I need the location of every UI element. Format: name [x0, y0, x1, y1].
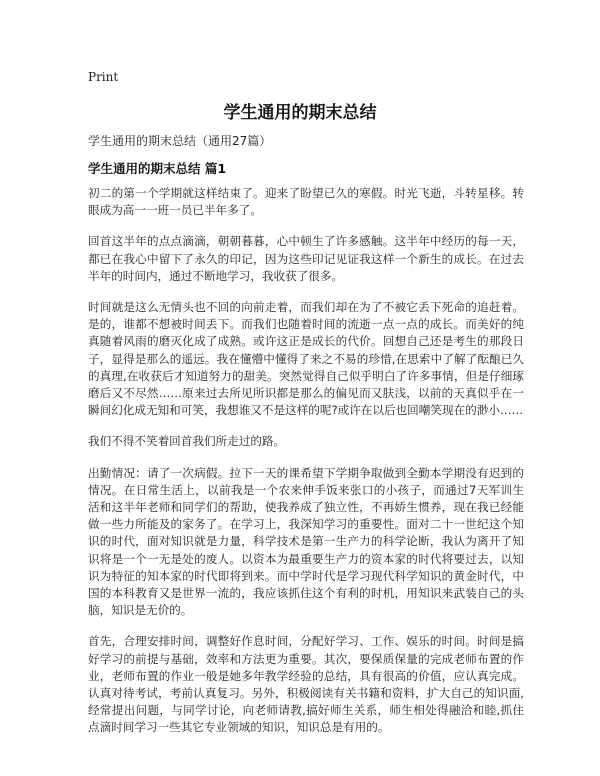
print-link[interactable]: Print — [88, 70, 119, 84]
paragraph: 初二的第一个学期就这样结束了。迎来了盼望已久的寒假。时光飞逝，斗转星移。转眼成为高一一班一员已半年多了。 — [88, 186, 524, 218]
paragraph: 出勤情况：请了一次病假。拉下一天的课希望下学期争取做到全勤本学期没有迟到的情况。在日常生活上，以前我是一个农来伸手饭来张口的小孩子，而通过7天军训生活和这半年老师和同学们的帮助，使我养成了独立性，不再娇生惯养，现在我已经能做一些力所能及的家务了。在学习上，我深知学习的重要性。面对二十一世纪这个知识的时代，面对知识就是力量，科学技术是第一生产力的科学论断，我认为离开了知识将是一个一无是处的废人。以资本为最重要生产力的资本家的时代将要过去，以知识为特征的知本家的时代即将到来。而中学时代是学习现代科学知识的黄金时代，中国的本科教育又是世界一流的，我应该抓住这个有利的时机，用知识来武装自己的头脑，知识是无价的。 — [88, 465, 524, 618]
article-body — [88, 185, 524, 751]
page-title: 学生通用的期末总结 — [223, 103, 377, 123]
paragraph: 回首这半年的点点滴滴，朝朝暮暮，心中顿生了许多感触。这半年中经历的每一天，都已在我心中留下了永久的印记，因为这些印记见证我这样一个新生的成长。在过去半年的时间内，通过不断地学习，我收获了很多。 — [88, 234, 524, 283]
paragraph: 首先，合理安排时间，调整好作息时间，分配好学习、工作、娱乐的时间。时间是搞好学习的前提与基础，效率和方法更为重要。其次，要保质保量的完成老师布置的作业，老师布置的作业一般是她多年教学经验的总结，具有很高的价值，应认真完成。认真对待考试，考前认真复习。另外，积极阅读有关书籍和资料，扩大自己的知识面,经常提出问题，与同学讨论，向老师请教,搞好师生关系，师生相处得融洽和睦,抓住点滴时间学习一些其它专业领域的知识，知识总是有用的。 — [88, 634, 524, 735]
paragraph: 我们不得不笑着回首我们所走过的路。 — [88, 434, 286, 449]
paragraph: 时间就是这么无情头也不回的向前走着，而我们却在为了不被它丢下死命的追赶着。是的，谁都不想被时间丢下。而我们也随着时间的流逝一点一点的成长。而美好的纯真随着风雨的磨灭化成了成熟。或许这正是成长的代价。回想自己还是考生的那段日子，显得是那么的遥远。我在懂懵中懂得了来之不易的珍惜,在思索中了解了酝酿已久的真理,在收获后才知道努力的甜美。突然觉得自己似乎明白了许多事情，但是仔细琢磨后又不尽然……原来过去所见所识都是那么的偏见而又肤浅，以前的天真似乎在一瞬间幻化成无知和可笑，我想谁又不是这样的呢?或许在以后也回嘲笑现在的渺小…… — [88, 300, 524, 418]
document-subtitle: 学生通用的期末总结（通用27篇） — [88, 134, 272, 148]
section-heading: 学生通用的期末总结 篇1 — [88, 161, 227, 176]
